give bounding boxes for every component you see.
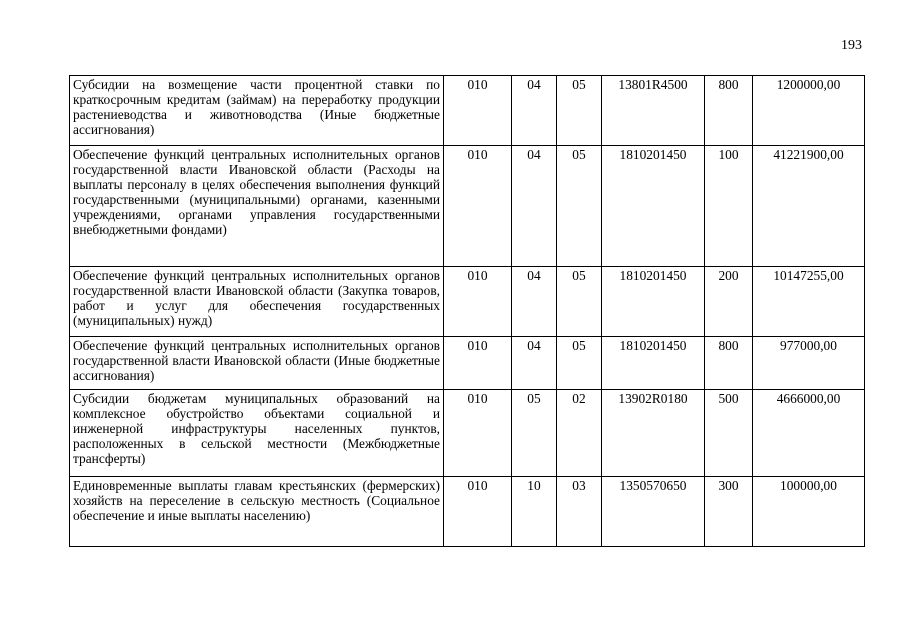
row-grbs-code: 010 xyxy=(444,390,512,477)
table-row xyxy=(70,477,865,547)
row-description: Обеспечение функций центральных исполнительных органов государственной власти Ивановской области (Расходы на выплаты персоналу в целях обеспечения выполнения функций государственными (муниципальными) органами, казенными учреждениями, органами управления государственными внебюджетными фондами) xyxy=(70,146,444,267)
row-subsection-code: 02 xyxy=(557,390,602,477)
row-subsection-code: 05 xyxy=(557,267,602,337)
row-target-article-code: 1810201450 xyxy=(602,337,705,390)
row-sum: 100000,00 xyxy=(753,477,865,547)
table-row xyxy=(70,76,865,146)
row-target-article-code: 1810201450 xyxy=(602,146,705,267)
row-expense-type-code: 300 xyxy=(705,477,753,547)
page-number: 193 xyxy=(841,38,862,53)
row-subsection-code: 05 xyxy=(557,76,602,146)
row-sum: 10147255,00 xyxy=(753,267,865,337)
row-subsection-code: 03 xyxy=(557,477,602,547)
row-section-code: 05 xyxy=(512,390,557,477)
row-expense-type-code: 200 xyxy=(705,267,753,337)
row-section-code: 04 xyxy=(512,337,557,390)
table-row xyxy=(70,146,865,267)
row-subsection-code: 05 xyxy=(557,337,602,390)
row-target-article-code: 1350570650 xyxy=(602,477,705,547)
row-expense-type-code: 800 xyxy=(705,76,753,146)
row-description: Субсидии на возмещение части процентной ставки по краткосрочным кредитам (займам) на переработку продукции растениеводства и животноводства (Иные бюджетные ассигнования) xyxy=(70,76,444,146)
row-target-article-code: 13801R4500 xyxy=(602,76,705,146)
row-expense-type-code: 500 xyxy=(705,390,753,477)
row-section-code: 10 xyxy=(512,477,557,547)
row-grbs-code: 010 xyxy=(444,76,512,146)
row-section-code: 04 xyxy=(512,146,557,267)
row-target-article-code: 1810201450 xyxy=(602,267,705,337)
row-section-code: 04 xyxy=(512,267,557,337)
row-description: Единовременные выплаты главам крестьянских (фермерских) хозяйств на переселение в сельскую местность (Социальное обеспечение и иные выплаты населению) xyxy=(70,477,444,547)
row-description: Субсидии бюджетам муниципальных образований на комплексное обустройство объектами социальной и инженерной инфраструктуры населенных пунктов, расположенных в сельской местности (Межбюджетные трансферты) xyxy=(70,390,444,477)
row-description: Обеспечение функций центральных исполнительных органов государственной власти Ивановской области (Иные бюджетные ассигнования) xyxy=(70,337,444,390)
table-row xyxy=(70,390,865,477)
row-sum: 41221900,00 xyxy=(753,146,865,267)
budget-table xyxy=(69,75,865,547)
table-row xyxy=(70,337,865,390)
row-grbs-code: 010 xyxy=(444,146,512,267)
row-section-code: 04 xyxy=(512,76,557,146)
row-sum: 1200000,00 xyxy=(753,76,865,146)
row-target-article-code: 13902R0180 xyxy=(602,390,705,477)
row-sum: 977000,00 xyxy=(753,337,865,390)
row-expense-type-code: 100 xyxy=(705,146,753,267)
row-sum: 4666000,00 xyxy=(753,390,865,477)
row-description: Обеспечение функций центральных исполнительных органов государственной власти Ивановской области (Закупка товаров, работ и услуг для обеспечения государственных (муниципальных) нужд) xyxy=(70,267,444,337)
table-row xyxy=(70,267,865,337)
row-grbs-code: 010 xyxy=(444,267,512,337)
row-grbs-code: 010 xyxy=(444,337,512,390)
row-expense-type-code: 800 xyxy=(705,337,753,390)
row-grbs-code: 010 xyxy=(444,477,512,547)
row-subsection-code: 05 xyxy=(557,146,602,267)
